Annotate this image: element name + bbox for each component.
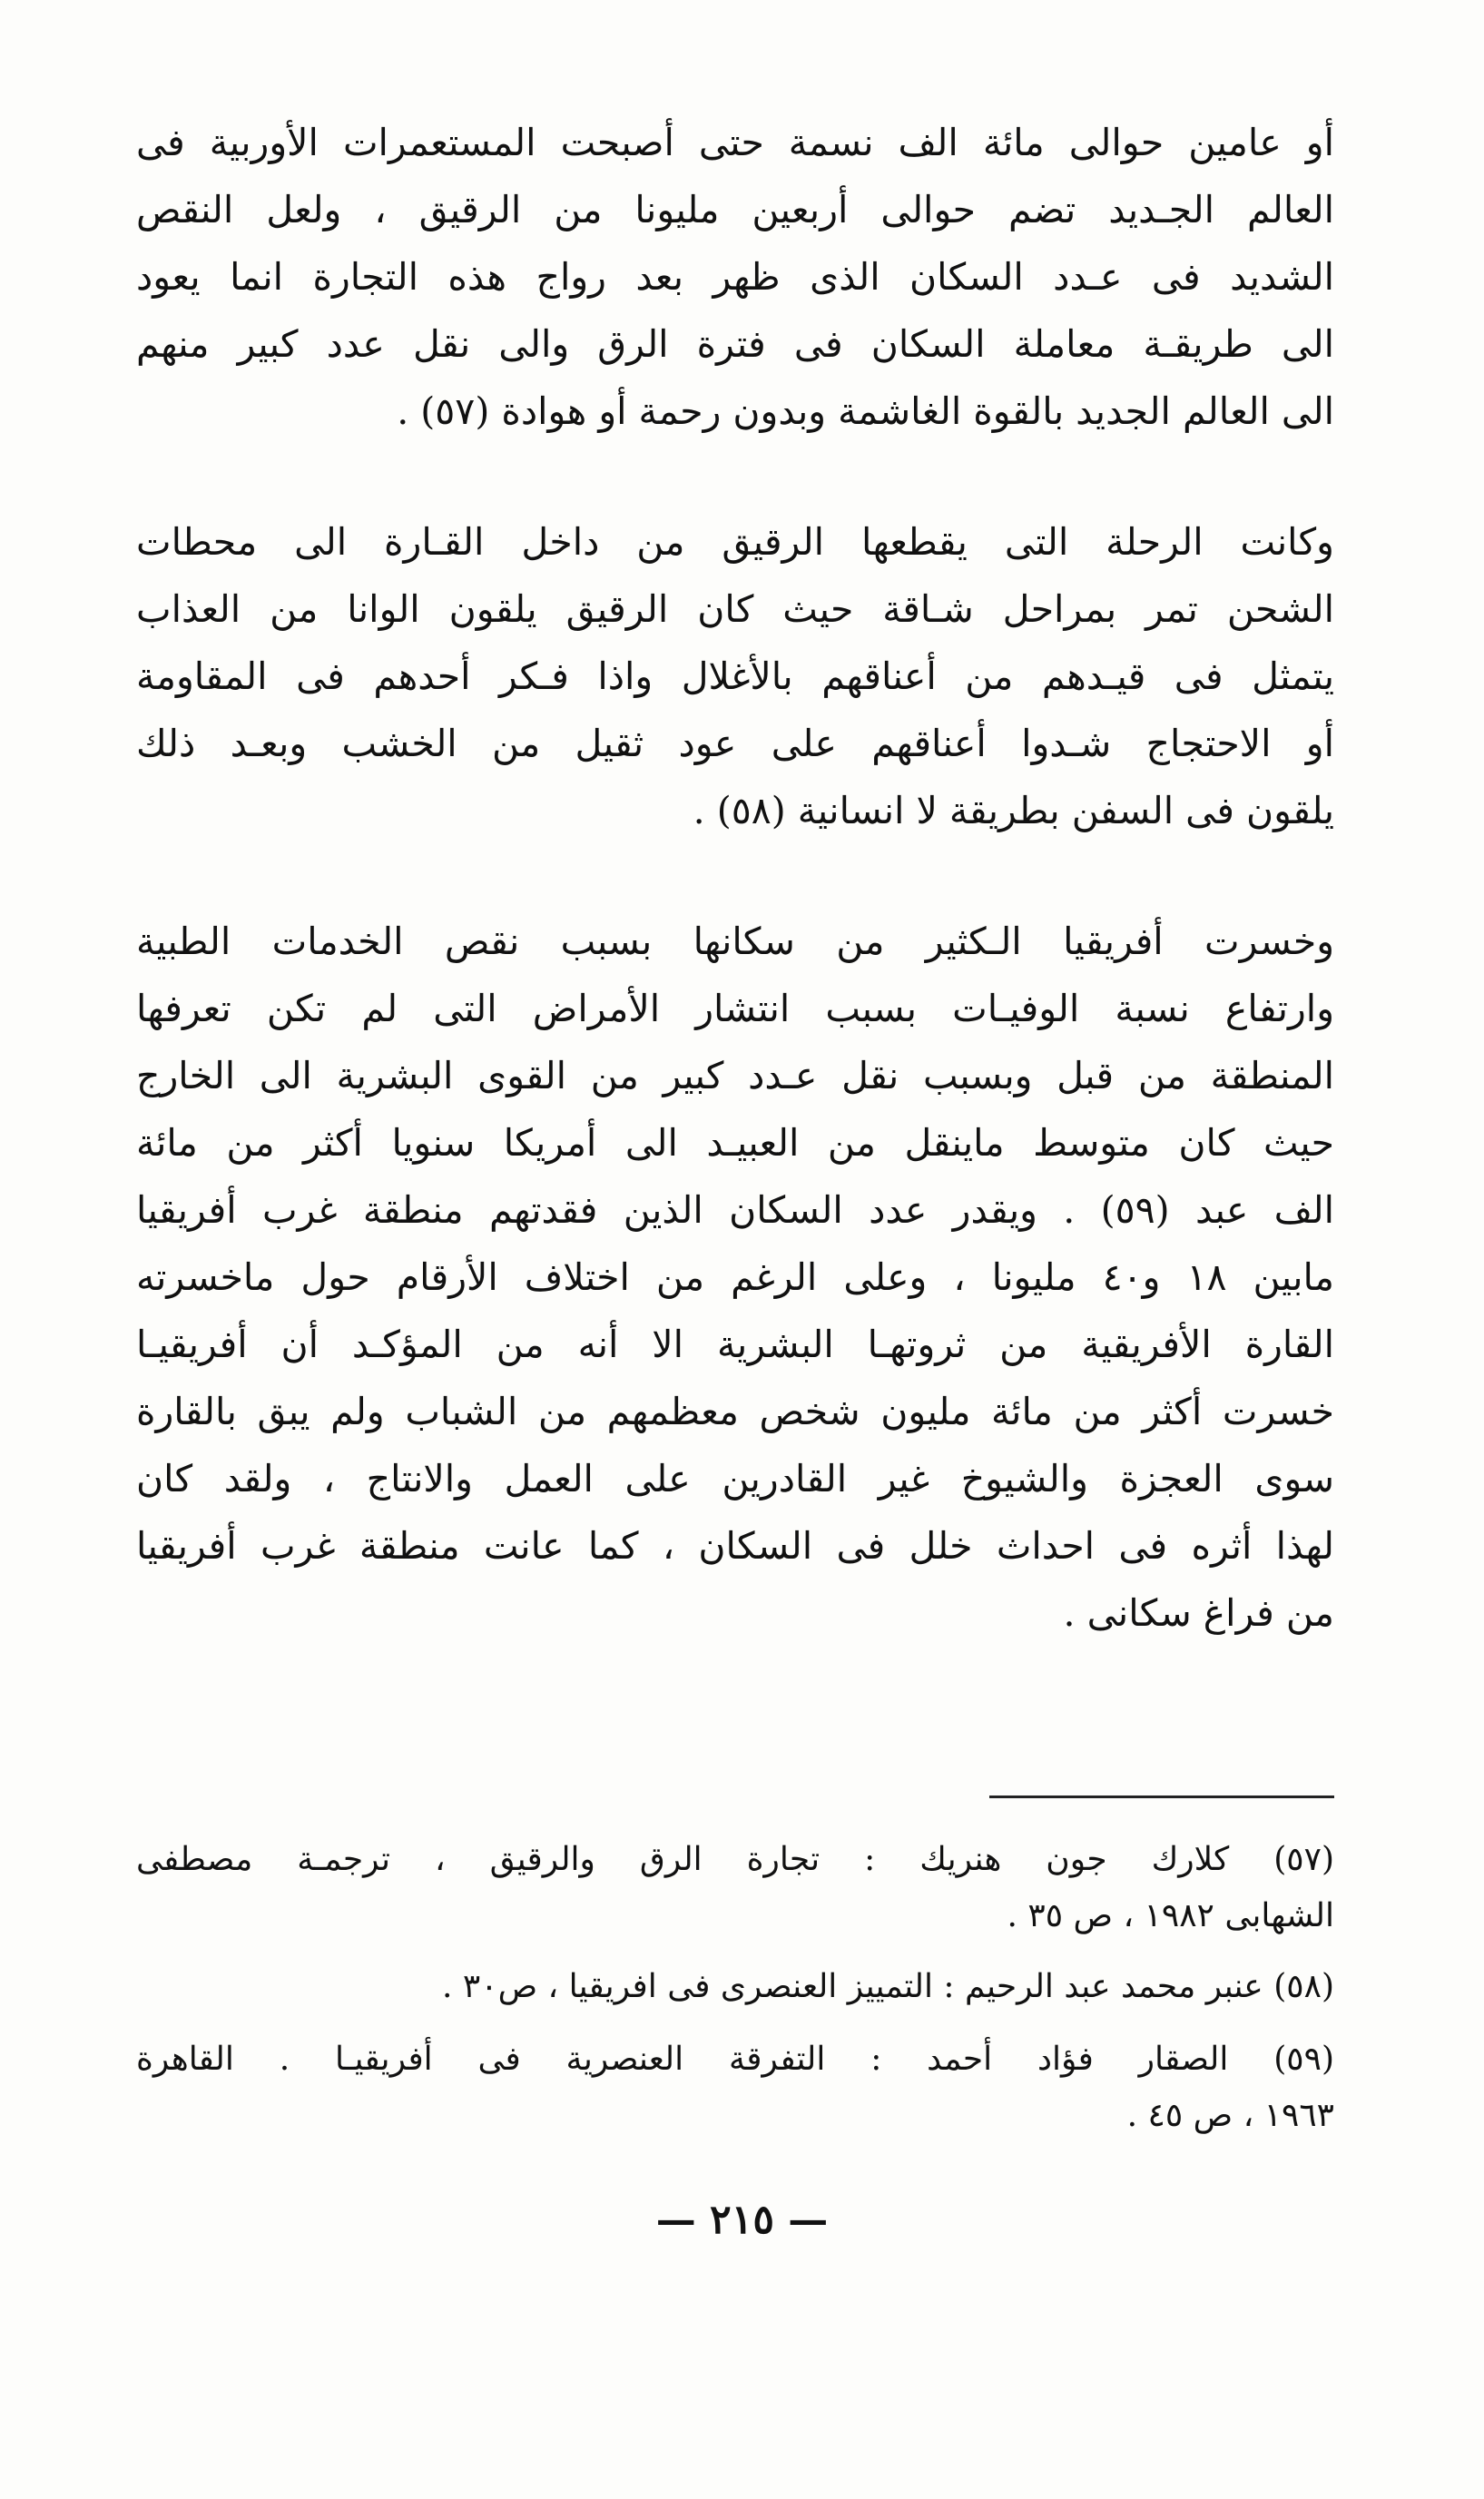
paragraph-line: من فراغ سكانى . [1063,1591,1334,1635]
paragraph-line: لهذا أثره فى احداث خلل فى السكان ، كما عانت منطقة غرب أفريقيا [136,1524,1334,1568]
paragraph-line: الف عبد (٥٩) . ويقدر عدد السكان الذين فقدتهم منطقة غرب أفريقيا [136,1188,1334,1232]
paragraph-line: القارة الأفريقية من ثروتهـا البشرية الا أنه من المؤكـد أن أفريقيـا [136,1323,1334,1366]
paragraph-line: خسرت أكثر من مائة مليون شخص معظمهم من الشباب ولم يبق بالقارة [136,1390,1334,1433]
paragraph-line: يتمثل فى قيـدهم من أعناقهم بالأغلال واذا فـكر أحدهم فى المقاومة [136,654,1334,698]
footnote-59 [136,2032,1334,2144]
footnote-line: (٥٨) عنبر محمد عبد الرحيم : التمييز العنصرى فى افريقيا ، ص٣٠ . [442,1968,1334,2005]
paragraph-line: حيث كان متوسط ماينقل من العبيـد الى أمريكا سنويا أكثر من مائة [136,1121,1334,1165]
footnote-line: (٥٧) كلارك جون هنريك : تجارة الرق والرقيق ، ترجمـة مصطفى [136,1841,1334,1878]
paragraph-line: الى العالم الجديد بالقوة الغاشمة وبدون رحمة أو هوادة (٥٧) . [397,389,1334,433]
paragraph-line: يلقون فى السفن بطريقة لا انسانية (٥٨) . [693,789,1334,832]
paragraph-line: مابين ١٨ و٤٠ مليونا ، وعلى الرغم من اختلاف الأرقام حول ماخسرته [136,1255,1334,1299]
footnote-line: ١٩٦٣ ، ص ٤٥ . [1126,2097,1334,2134]
footnote-58 [136,1959,1334,2015]
paragraph-line: الشديد فى عـدد السكان الذى ظهر بعد رواج هذه التجارة انما يعود [136,255,1334,299]
paragraph-line: العالم الجـديد تضم حوالى أربعين مليونا من الرقيق ، ولعل النقص [136,188,1334,231]
footnote-57 [136,1832,1334,1944]
paragraph-1 [136,109,1334,445]
paragraph-3 [136,908,1334,1647]
page-number: — ٢١٥ — [655,2197,829,2243]
paragraph-line: أو الاحتجاج شـدوا أعناقهم على عود ثقيل من الخشب وبعـد ذلك [136,722,1334,765]
paragraph-line: الشحن تمر بمراحل شـاقة حيث كان الرقيق يلقون الوانا من العذاب [136,587,1334,631]
paragraph-line: وارتفاع نسبة الوفيـات بسبب انتشار الأمراض التى لم تكن تعرفها [136,987,1334,1030]
footnote-line: (٥٩) الصقار فؤاد أحمد : التفرقة العنصرية فى أفريقيـا . القاهرة [136,2041,1334,2078]
paragraph-line: وكانت الرحلة التى يقطعها الرقيق من داخل القـارة الى محطات [136,520,1334,564]
footnote-line: الشهابى ١٩٨٢ ، ص ٣٥ . [1007,1897,1334,1934]
paragraph-line: سوى العجزة والشيوخ غير القادرين على العمل والانتاج ، ولقد كان [136,1457,1334,1500]
paragraph-line: وخسرت أفريقيا الـكثير من سكانها بسبب نقص الخدمات الطبية [136,920,1334,963]
paragraph-line: أو عامين حوالى مائة الف نسمة حتى أصبحت المستعمرات الأوربية فى [136,121,1334,164]
paragraph-2 [136,508,1334,844]
paragraph-line: الى طريقـة معاملة السكان فى فترة الرق والى نقل عدد كبير منهم [136,322,1334,366]
paragraph-line: المنطقة من قبل وبسبب نقل عـدد كبير من القوى البشرية الى الخارج [136,1054,1334,1097]
footnote-separator [989,1796,1334,1798]
